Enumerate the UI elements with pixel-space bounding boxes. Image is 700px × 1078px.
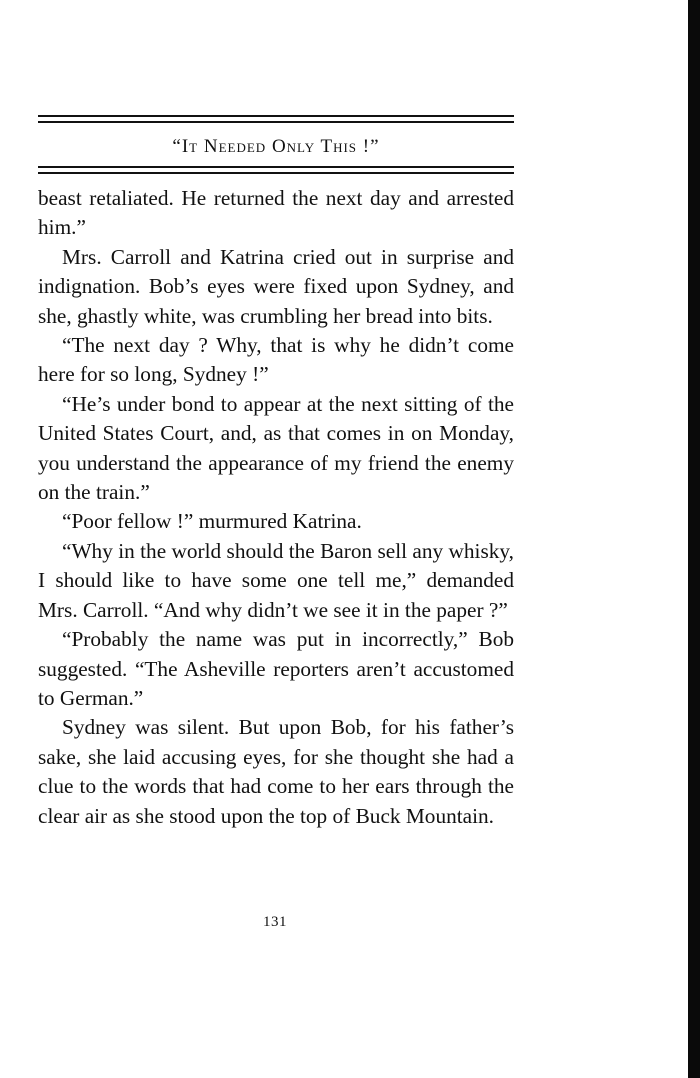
paragraph: “Poor fellow !” murmured Katrina.: [62, 509, 362, 534]
page-number: 131: [263, 914, 287, 930]
paragraph: beast retaliated. He returned the next day and arrested him.”: [38, 186, 514, 240]
paragraph: “Why in the world should the Baron sell any whisky, I should like to have some one tell me,” demanded Mrs. Carroll. “And why didn’t we see it in the paper ?”: [38, 538, 514, 622]
header-rule-bottom-2: [38, 172, 514, 174]
body-text: [38, 184, 514, 831]
running-header: [38, 115, 514, 174]
paragraph: Sydney was silent. But upon Bob, for his father’s sake, she laid accusing eyes, for she thought she had a clue to the words that had come to her ears through the clear air as she stood upon the top of Buck Mountain.: [38, 715, 514, 828]
paragraph: Mrs. Carroll and Katrina cried out in surprise and indignation. Bob’s eyes were fixed upon Sydney, and she, ghastly white, was crumbling her bread into bits.: [38, 244, 514, 328]
paragraph: “Probably the name was put in incorrectly,” Bob suggested. “The Asheville reporters aren’t accustomed to German.”: [38, 627, 514, 710]
running-title: “It Needed Only This !”: [172, 136, 380, 157]
page-edge-shadow: [688, 0, 700, 1078]
header-rule-top-1: [38, 115, 514, 117]
paragraph: “The next day ? Why, that is why he didn’t come here for so long, Sydney !”: [38, 333, 514, 387]
header-rule-bottom-1: [38, 166, 514, 168]
header-rule-top-2: [38, 121, 514, 123]
paragraph: “He’s under bond to appear at the next sitting of the United States Court, and, as that comes in on Monday, you understand the appearance of my friend the enemy on the train.”: [38, 391, 514, 505]
